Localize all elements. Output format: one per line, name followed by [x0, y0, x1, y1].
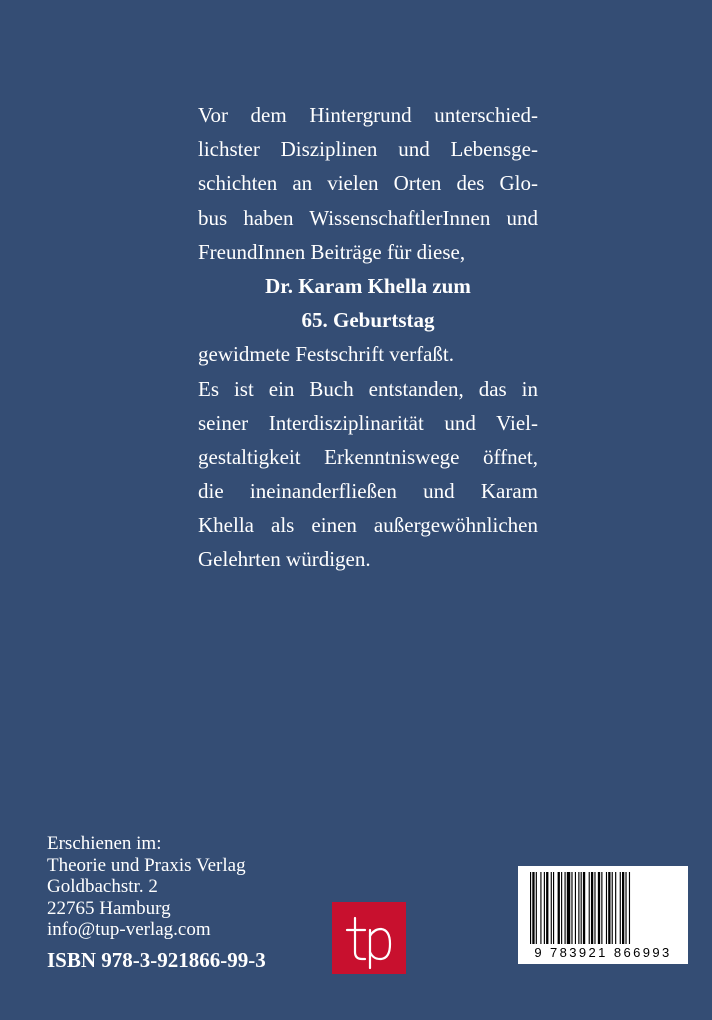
birthday-occasion: 65. Geburtstag: [301, 308, 435, 333]
blurb-text: [198, 98, 538, 577]
blurb-line: Khella als einen außergewöhnlichen: [198, 513, 538, 538]
blurb-line: bus haben WissenschaftlerInnen und: [198, 205, 538, 230]
publisher-email: info@tup-verlag.com: [47, 919, 211, 940]
publisher-city: 22765 Hamburg: [47, 897, 171, 919]
publisher-street: Goldbachstr. 2: [47, 876, 158, 897]
publisher-logo: [332, 902, 406, 974]
blurb-line: Es ist ein Buch entstanden, das in: [198, 376, 538, 401]
isbn-number: ISBN 978-3-921866-99-3: [47, 948, 266, 972]
blurb-line: schichten an vielen Orten des Glo-: [198, 171, 538, 196]
barcode-digits: 9 783921 866993: [534, 945, 672, 960]
isbn-barcode: [518, 866, 688, 964]
publisher-imprint: [47, 833, 246, 941]
honoree-name: Dr. Karam Khella zum: [265, 273, 471, 298]
blurb-line: gestaltigkeit Erkenntniswege öffnet,: [198, 444, 538, 469]
publisher-name: Theorie und Praxis Verlag: [47, 854, 246, 876]
imprint-heading: Erschienen im:: [47, 833, 162, 854]
blurb-line: Vor dem Hintergrund unterschied-: [198, 103, 538, 127]
blurb-line: FreundInnen Beiträge für diese,: [198, 239, 466, 264]
blurb-line: die ineinanderfließen und Karam: [198, 479, 538, 504]
blurb-line: seiner Interdisziplinarität und Viel-: [198, 410, 538, 435]
tp-logo-icon: [332, 902, 406, 974]
blurb-line: lichster Disziplinen und Lebensge-: [198, 137, 538, 162]
blurb-line: Gelehrten würdigen.: [198, 547, 371, 572]
blurb-line: gewidmete Festschrift verfaßt.: [198, 342, 454, 367]
